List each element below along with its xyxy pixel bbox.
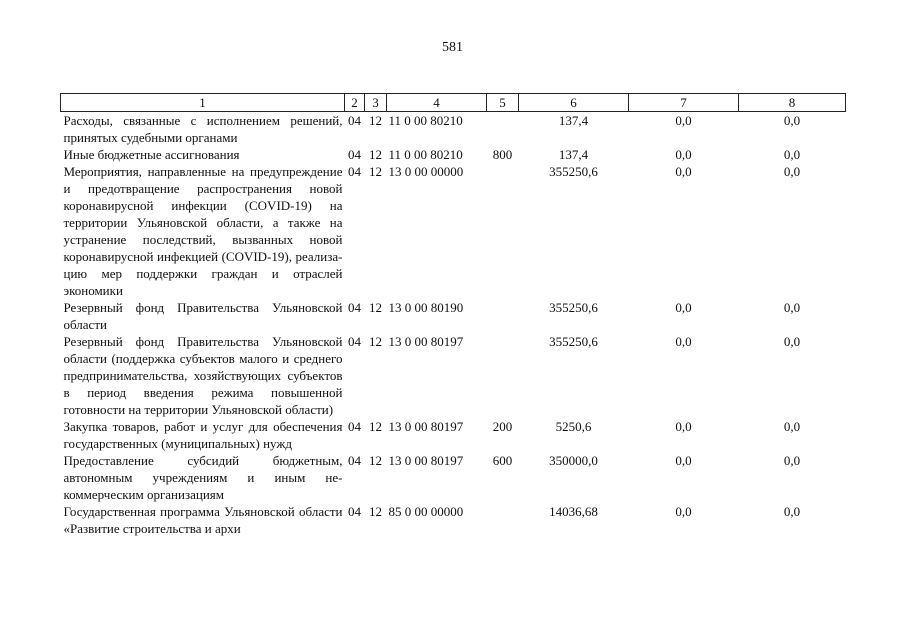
row-value-6: 137,4 (558, 113, 589, 128)
row-expense-type: 600 (492, 453, 513, 468)
row-value-8: 0,0 (783, 147, 801, 162)
row-name: Государственная программа Ульяновской области «Развитие строительства и архи (63, 504, 343, 536)
column-header-1: 1 (61, 94, 345, 112)
row-value-8: 0,0 (783, 334, 801, 349)
row-value-6: 137,4 (558, 147, 589, 162)
row-value-6: 355250,6 (549, 334, 598, 349)
row-expense-type (487, 333, 519, 418)
row-value-8: 0,0 (783, 113, 801, 128)
row-value-8: 0,0 (783, 419, 801, 434)
row-value-7: 0,0 (675, 453, 692, 468)
column-header-8: 8 (739, 94, 846, 112)
row-expense-type: 800 (492, 147, 513, 162)
page-number: 581 (442, 40, 463, 55)
row-section: 04 (348, 334, 361, 349)
row-section: 04 (348, 147, 361, 162)
row-name: Расходы, связанные с исполнением решений, принятых судебными органами (63, 113, 343, 145)
column-header-6: 6 (519, 94, 629, 112)
row-value-6: 355250,6 (549, 300, 598, 315)
row-subsection: 12 (369, 164, 382, 179)
row-name: Мероприятия, направленные на предупреждение и предотвращение распространения новой коронавирусной инфекции (COVID-19) на территории Ульяновской области, а также на устранение последствий, вызванных новой коронавирусной инфекцией (COVID-19), реализацию мер поддержки граждан и отраслей экономики (63, 164, 343, 298)
row-name: Резервный фонд Правительства Ульяновской области (поддержка субъектов малого и среднего предпринимательства, хозяйствующих субъектов в период введения режима повышенной готовности на территории Ульяновской области) (63, 334, 343, 417)
row-value-6: 350000,0 (549, 453, 598, 468)
row-expense-type (487, 503, 519, 537)
row-section: 04 (348, 504, 361, 519)
row-expense-type (487, 163, 519, 299)
table-row (61, 163, 846, 299)
row-section: 04 (348, 300, 361, 315)
row-subsection: 12 (369, 453, 382, 468)
row-target-code: 13 0 00 80190 (388, 300, 464, 315)
row-target-code: 11 0 00 80210 (388, 113, 463, 128)
table-row (61, 299, 846, 333)
row-name: Предоставление субсидий бюджетным, автономным учреждениям и иным некоммерческим организациям (63, 453, 343, 502)
table-row (61, 146, 846, 163)
row-section: 04 (348, 419, 361, 434)
row-value-7: 0,0 (675, 300, 692, 315)
column-header-5: 5 (487, 94, 519, 112)
table-row (61, 452, 846, 503)
row-target-code: 13 0 00 80197 (388, 419, 464, 434)
row-value-8: 0,0 (783, 164, 801, 179)
row-target-code: 13 0 00 80197 (388, 453, 464, 468)
row-section: 04 (348, 164, 361, 179)
table-row (61, 503, 846, 537)
table-header (61, 94, 846, 112)
row-subsection: 12 (369, 147, 382, 162)
row-subsection: 12 (369, 334, 382, 349)
row-name: Резервный фонд Правительства Ульяновской области (63, 300, 343, 332)
row-target-code: 13 0 00 80197 (388, 334, 464, 349)
column-header-2: 2 (345, 94, 365, 112)
row-value-8: 0,0 (783, 453, 801, 468)
row-value-7: 0,0 (675, 504, 692, 519)
row-name: Иные бюджетные ассигнования (63, 147, 240, 162)
row-section: 04 (348, 453, 361, 468)
row-subsection: 12 (369, 300, 382, 315)
row-value-6: 5250,6 (555, 419, 592, 434)
row-value-6: 355250,6 (549, 164, 598, 179)
column-header-4: 4 (387, 94, 487, 112)
row-value-6: 14036,68 (549, 504, 598, 519)
column-header-7: 7 (629, 94, 739, 112)
row-subsection: 12 (369, 113, 382, 128)
table-row (61, 112, 846, 147)
row-expense-type (487, 299, 519, 333)
budget-table (60, 93, 846, 537)
row-value-7: 0,0 (675, 419, 692, 434)
header-row (61, 94, 846, 112)
column-header-3: 3 (365, 94, 387, 112)
table-row (61, 333, 846, 418)
row-expense-type: 200 (492, 419, 513, 434)
row-value-7: 0,0 (675, 113, 692, 128)
row-target-code: 85 0 00 00000 (388, 504, 464, 519)
row-value-7: 0,0 (675, 147, 692, 162)
row-expense-type (487, 112, 519, 147)
row-subsection: 12 (369, 419, 382, 434)
row-name: Закупка товаров, работ и услуг для обеспечения государственных (муниципальных) нужд (63, 419, 343, 451)
table-row (61, 418, 846, 452)
row-value-8: 0,0 (783, 504, 801, 519)
row-value-8: 0,0 (783, 300, 801, 315)
table-body (61, 112, 846, 538)
row-value-7: 0,0 (675, 334, 692, 349)
row-target-code: 13 0 00 00000 (388, 164, 464, 179)
row-value-7: 0,0 (675, 164, 692, 179)
row-target-code: 11 0 00 80210 (388, 147, 463, 162)
row-subsection: 12 (369, 504, 382, 519)
row-section: 04 (348, 113, 361, 128)
